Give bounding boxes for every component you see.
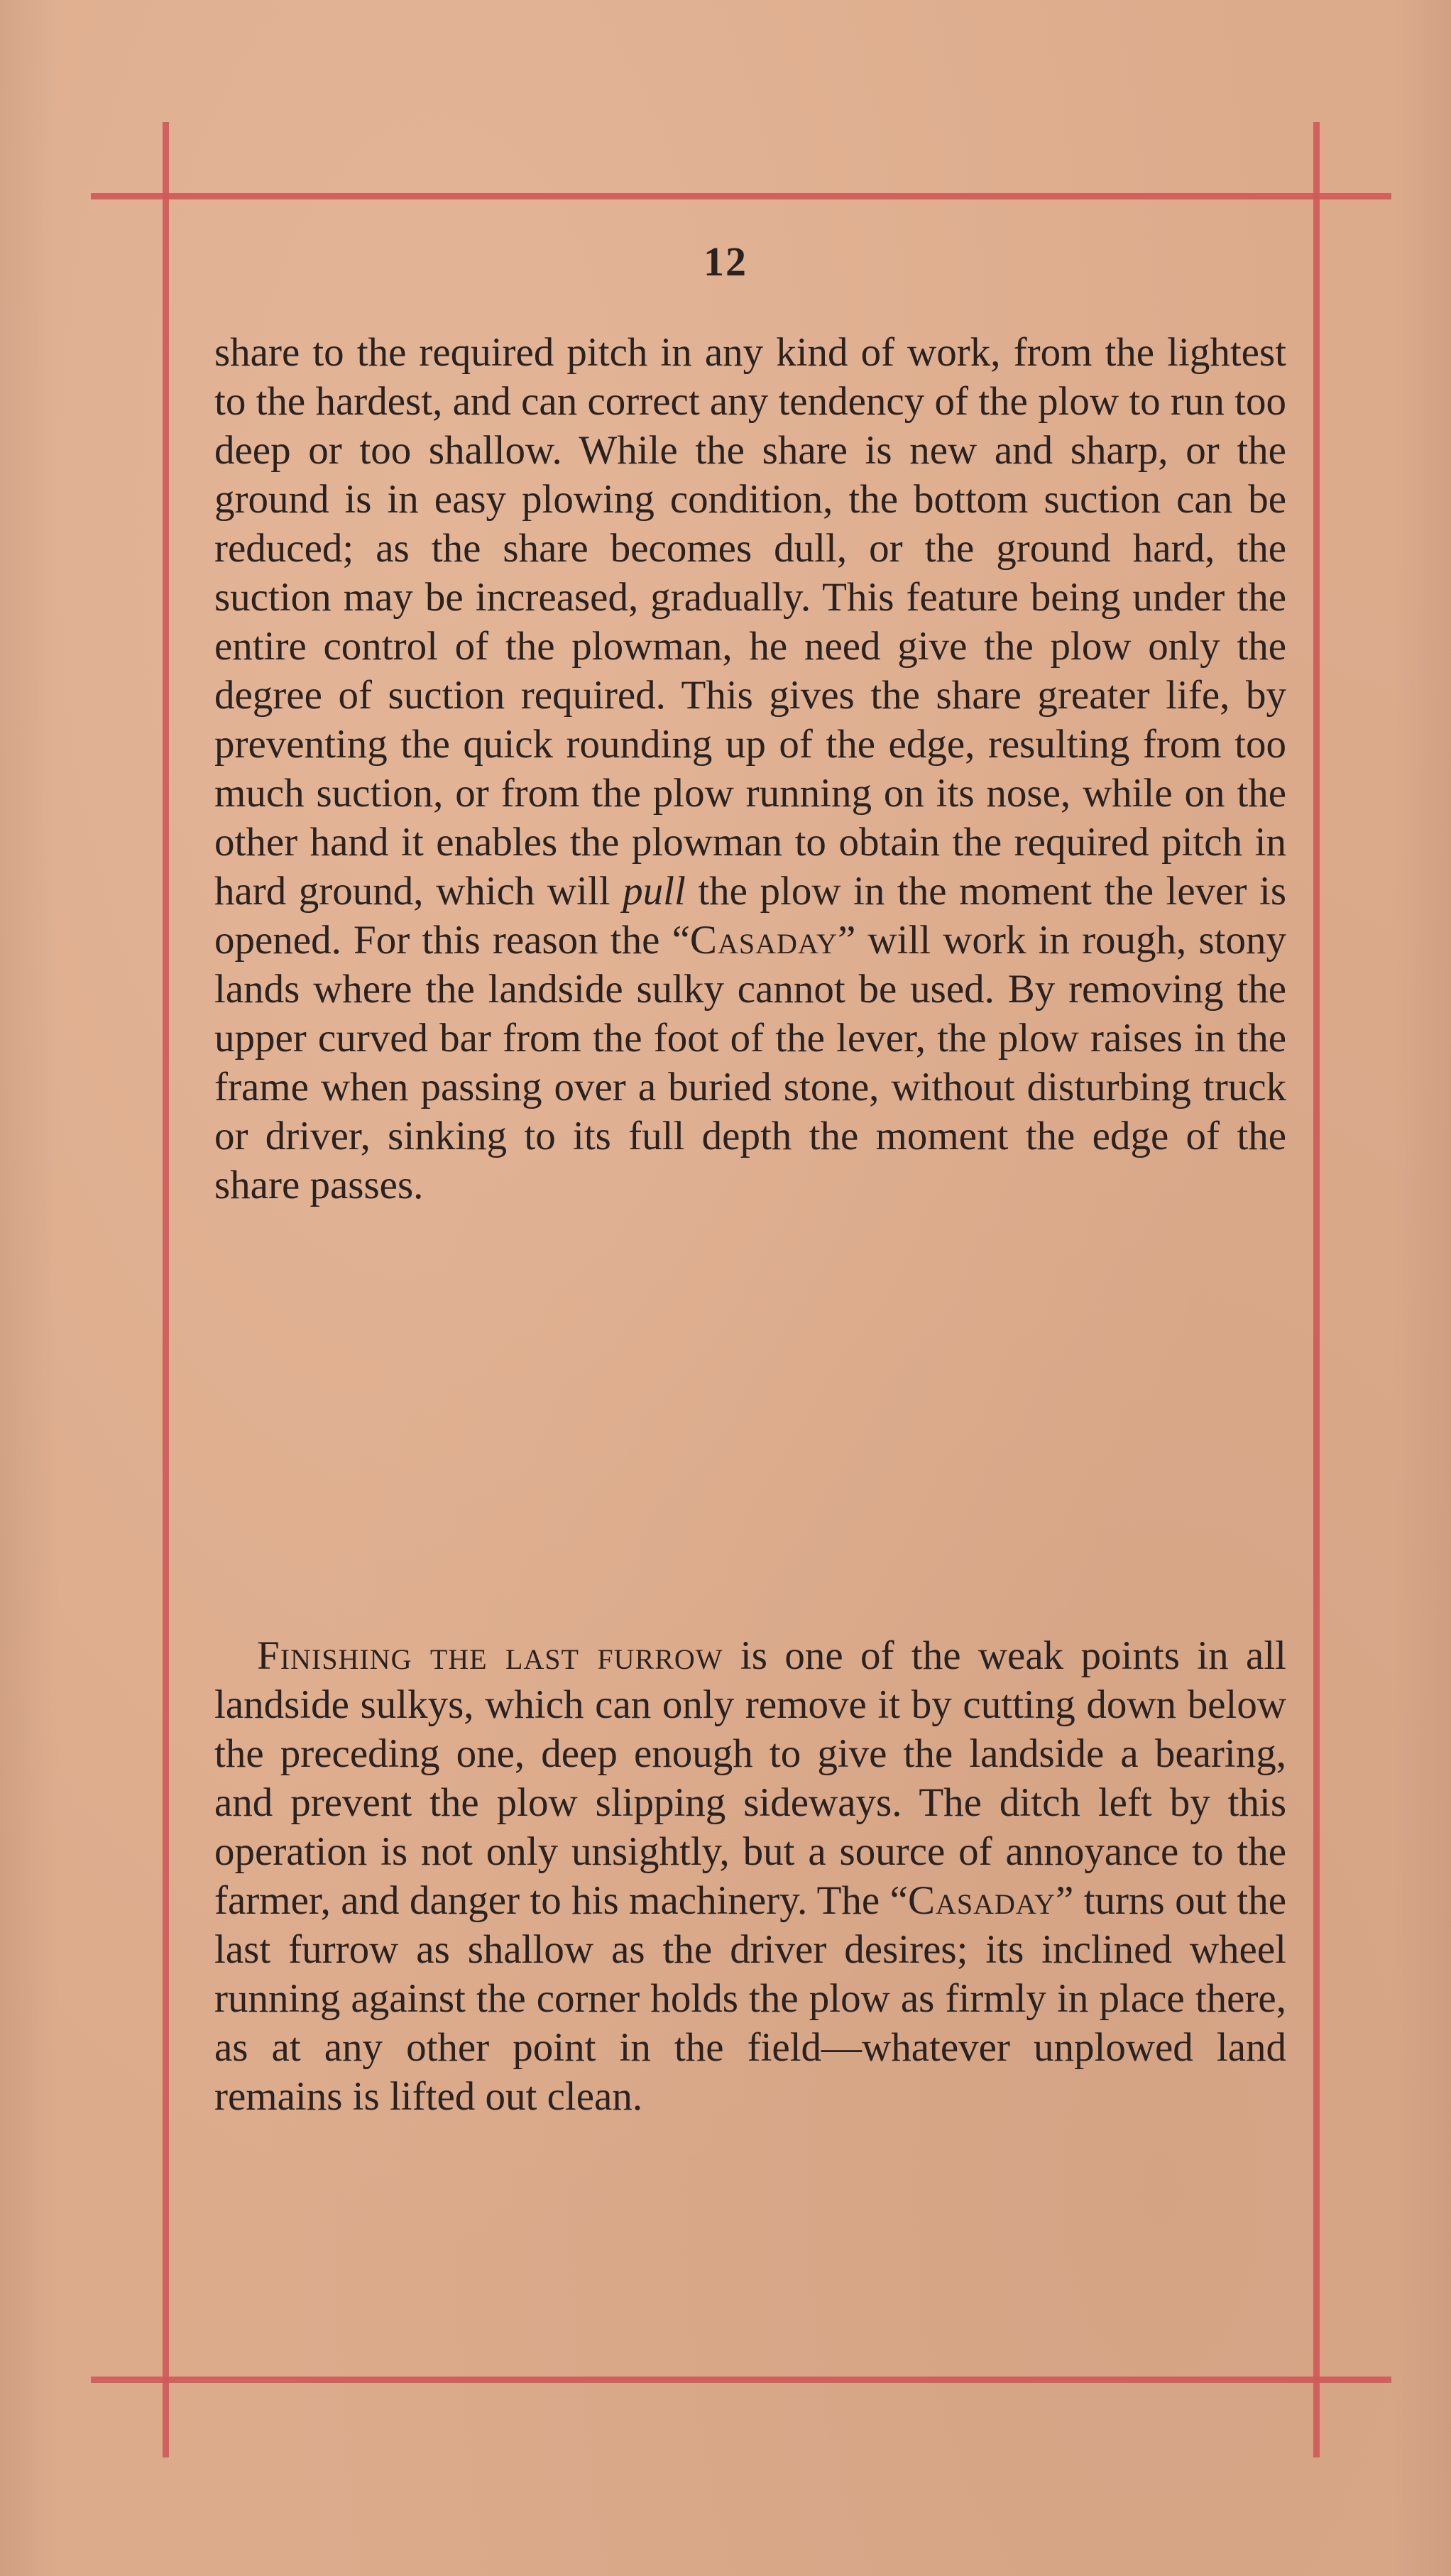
paragraph-text: share to the required pitch in any kind of work, from the lightest to the hardest, and can correct any tendency of the plow to run too deep or too shallow. While the share is new and sharp, or the ground is in easy plowing condition, the bottom suction can be reduced; as the share becomes dull, or the ground hard, the suction may be increased, gradually. This feature being under the entire control of the plowman, he need give the plow only the degree of suction required. This gives the share greater life, by preventing the quick rounding up of the edge, resulting from too much suction, or from the plow running on its nose, while on the other hand it enables the plowman to obtain the required pitch in hard ground, which will [214, 330, 1286, 914]
emphasis-word: pull [623, 869, 686, 914]
section-lead-in: Finishing the last furrow [257, 1633, 723, 1678]
brand-name: Casaday [689, 918, 838, 963]
paragraph-suction-control [214, 328, 1286, 1210]
paragraph-last-furrow [214, 1631, 1286, 2121]
paragraph-text: ” turns out the last furrow as shallow as the driver desires; its inclined wheel running against the corner holds the plow as firmly in place there, as at any other point in the field—whatever unplowed land remains is lifted out clean. [214, 1878, 1286, 2119]
border-rule-top [91, 193, 1391, 199]
paragraph-text: is one of the weak points in all landside sulkys, which can only remove it by cutting down below the preceding one, deep enough to give the landside a bearing, and prevent the plow slipping sideways. The ditch left by this operation is not only unsightly, but a source of annoyance to the farmer, and danger to his machinery. The “ [214, 1633, 1286, 1923]
paragraph-text: the plow in the moment the lever is opened. For this reason the “ [214, 869, 1287, 963]
border-rule-bottom [91, 2377, 1391, 2383]
border-rule-right [1313, 122, 1320, 2457]
border-rule-left [163, 122, 169, 2457]
paragraph-text: ” will work in rough, stony lands where the landside sulky cannot be used. By removing the upper curved bar from the foot of the lever, the plow raises in the frame when passing over a buried stone, without disturbing truck or driver, sinking to its full depth the moment the edge of the share passes. [214, 918, 1286, 1207]
brand-name: Casaday [907, 1878, 1056, 1923]
page-number: 12 [703, 239, 748, 285]
